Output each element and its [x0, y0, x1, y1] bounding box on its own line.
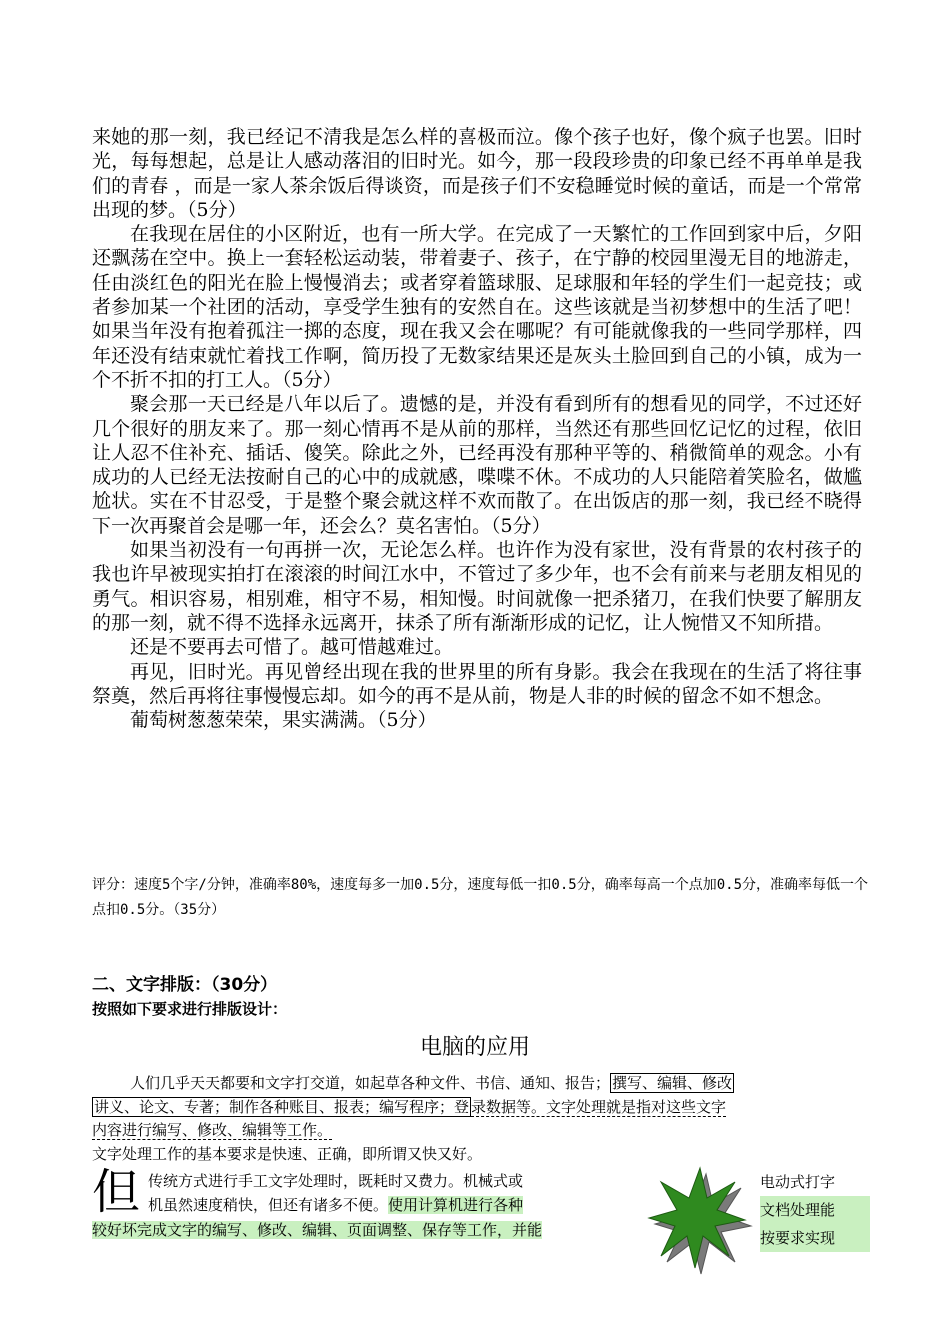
- essay-paragraph-6: 再见，旧时光。再见曾经出现在我的世界里的所有身影。我会在我现在的生活了将往事祭奠，然后再将往事慢慢忘却。如今的再不是从前，物是人非的时候的留念不如不想念。: [92, 660, 862, 707]
- sample-line-7: [92, 1219, 652, 1243]
- sample-wrapped-text: [148, 1170, 648, 1217]
- sample-document-title: 电脑的应用: [419, 1035, 530, 1060]
- essay-paragraph-7: 葡萄树葱葱荣荣，果实满满。（5分）: [130, 709, 437, 732]
- sample-highlight-text-1: 使用计算机进行各种: [388, 1195, 524, 1214]
- leaf-star-shape: [645, 1160, 755, 1280]
- side-text-line-2: 文档处理能: [760, 1196, 870, 1224]
- side-text-line-1: 电动式打字: [760, 1173, 836, 1191]
- side-text-column: [760, 1168, 870, 1252]
- sample-line-3: [92, 1119, 862, 1143]
- essay-paragraph-3: 聚会那一天已经是八年以后了。遗憾的是，并没有看到所有的想看见的同学，不过还好几个很好的朋友来了。那一刻心情再不是从前的那样，当然还有那些回忆记忆的过程，依旧让人忍不住补充、插话、傻笑。除此之外，已经再没有那种平等的、稍微简单的观念。小有成功的人已经无法按耐自己的心中的成就感，喋喋不休。不成功的人只能陪着笑脸名，做尴尬状。实在不甘忍受，于是整个聚会就这样不欢而散了。在出饭店的那一刻，我已经不晓得下一次再聚首会是哪一年，还会么？莫名害怕。（5分）: [92, 393, 862, 537]
- essay-paragraph-2: 在我现在居住的小区附近，也有一所大学。在完成了一天繁忙的工作回到家中后，夕阳还飘荡在空中。换上一套轻松运动装，带着妻子、孩子，在宁静的校园里漫无目的地游走，任由淡红色的阳光在脸上慢慢消去；或者穿着篮球服、足球服和年轻的学生们一起竞技；或者参加某一个社团的活动，享受学生独有的安然自在。这些该就是当初梦想中的生活了吧！如果当年没有抱着孤注一掷的态度，现在我又会在哪呢？有可能就像我的一些同学那样，四年还没有结束就忙着找工作啊，简历投了无数家结果还是灰头土脸回到自己的小镇，成为一个不折不扣的打工人。（5分）: [92, 223, 862, 391]
- sample-line-2: [92, 1096, 862, 1120]
- sample-boxed-text-2: 讲义、论文、专著；制作各种账目、报表；编写程序；登: [94, 1097, 470, 1116]
- leaf-star-icon: [645, 1160, 755, 1280]
- essay-paragraph-5: 还是不要再去可惜了。越可惜越难过。: [130, 636, 454, 659]
- sample-line-6: [148, 1194, 648, 1218]
- section-subtitle: 按照如下要求进行排版设计：: [92, 1000, 288, 1018]
- sample-dashed-text-2: 内容进行编写、修改、编辑等工作。: [92, 1121, 333, 1139]
- essay-paragraph-4: 如果当初没有一句再拼一次，无论怎么样。也许作为没有家世，没有背景的农村孩子的我也许早被现实拍打在滚滚的时间江水中，不管过了多少年，也不会有前来与老朋友相见的勇气。相识容易，相别难，相守不易，相知慢。时间就像一把杀猪刀，在我们快要了解朋友的那一刻，就不得不选择永远离开，抹杀了所有渐渐形成的记忆，让人惋惜又不知所措。: [92, 539, 862, 634]
- sample-line-1-plain: 人们几乎天天都要和文字打交道，如起草各种文件、书信、通知、报告；: [130, 1074, 611, 1092]
- sample-line-7-wrap: [92, 1219, 652, 1243]
- sample-line-1: [92, 1072, 862, 1096]
- sample-highlight-text-2: 较好坏完成文字的编写、修改、编辑、页面调整、保存等工作，并能: [92, 1221, 543, 1239]
- sample-line-6-plain: 机虽然速度稍快，但还有诸多不便。: [148, 1195, 389, 1214]
- sample-dashed-text-1: 录数据等。文字处理就是指对这些文字: [471, 1097, 727, 1116]
- sample-boxed-text-1: 撰写、编辑、修改: [612, 1074, 733, 1092]
- sample-line-5: 传统方式进行手工文字处理时，既耗时又费力。机械式或: [148, 1172, 524, 1190]
- scoring-note: 评分：速度5个字/分钟，准确率80%，速度每多一加0.5分，速度每低一扣0.5分，确率每高一个点加0.5分，准确率每低一个点扣0.5分。（35分）: [92, 877, 868, 918]
- essay-body: [92, 125, 862, 732]
- drop-cap: 但: [92, 1164, 141, 1220]
- essay-paragraph-1: 来她的那一刻，我已经记不清我是怎么样的喜极而泣。像个孩子也好，像个疯子也罢。旧时光，每每想起，总是让人感动落泪的旧时光。如今，那一段段珍贵的印象已经不再单单是我们的青春 ，而是一家人茶余饭后得谈资，而是孩子们不安稳睡觉时候的童话，而是一个常常出现的梦。（5分）: [92, 126, 862, 221]
- sample-line-4: 文字处理工作的基本要求是快速、正确，即所谓又快又好。: [92, 1144, 483, 1163]
- side-text-line-3: 按要求实现: [760, 1224, 870, 1252]
- sample-text-block: [92, 1072, 862, 1166]
- section-title: 二、文字排版：（30分）: [92, 975, 278, 995]
